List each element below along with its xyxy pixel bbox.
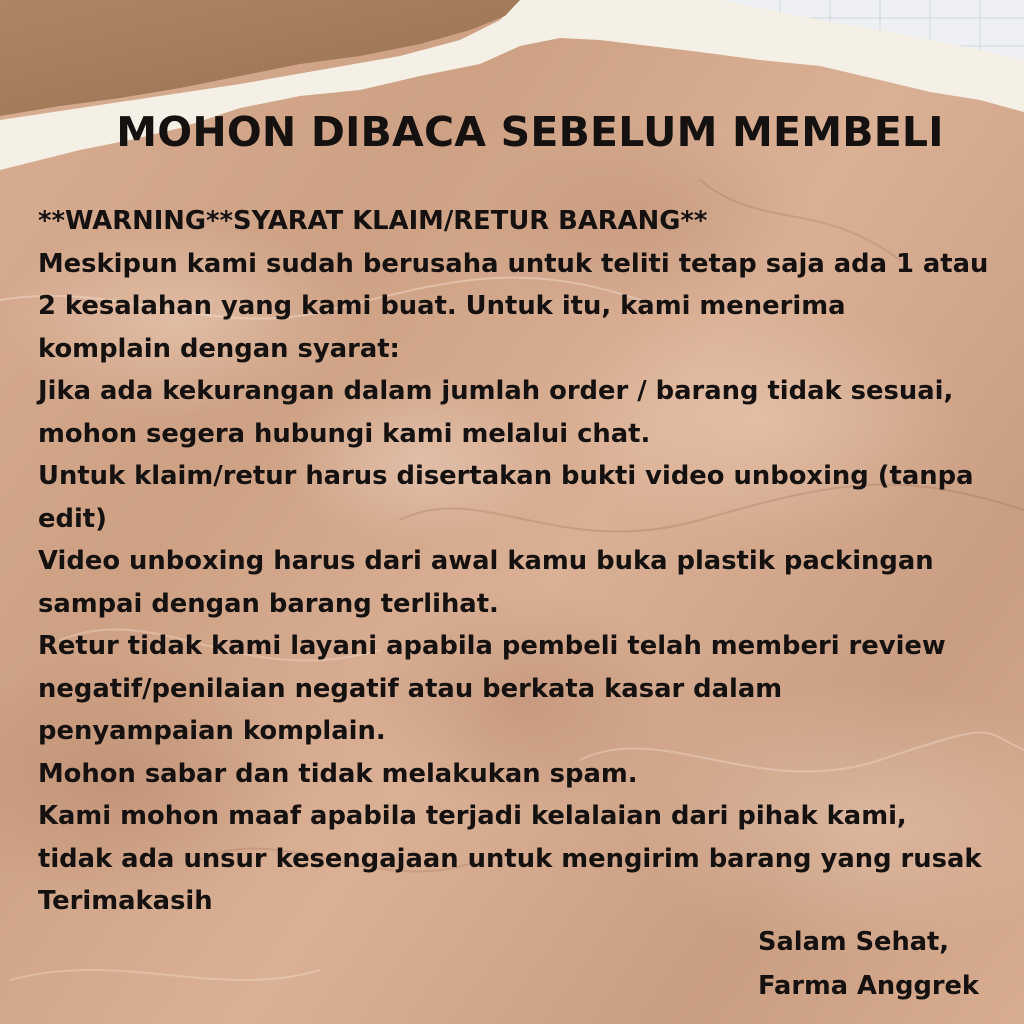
notice-line: mohon segera hubungi kami melalui chat. (38, 418, 651, 449)
notice-line: komplain dengan syarat: (38, 333, 400, 364)
signature-block (758, 920, 1018, 1008)
page-title: MOHON DIBACA SEBELUM MEMBELI (116, 108, 944, 156)
notice-line: sampai dengan barang terlihat. (38, 588, 499, 619)
notice-line: Mohon sabar dan tidak melakukan spam. (38, 758, 638, 789)
notice-line: edit) (38, 503, 107, 534)
notice-line: negatif/penilaian negatif atau berkata kasar dalam (38, 673, 783, 704)
notice-line: Jika ada kekurangan dalam jumlah order / barang tidak sesuai, (38, 376, 954, 406)
notice-line: 2 kesalahan yang kami buat. Untuk itu, kami menerima (38, 291, 846, 321)
torn-paper-edge (0, 0, 1024, 200)
signature-name: Farma Anggrek (758, 971, 979, 1001)
notice-line: penyampaian komplain. (38, 716, 386, 746)
warning-heading: **WARNING**SYARAT KLAIM/RETUR BARANG** (38, 206, 708, 236)
notice-line: Retur tidak kami layani apabila pembeli telah memberi review (38, 631, 946, 661)
notice-line: Untuk klaim/retur harus disertakan bukti video unboxing (tanpa (38, 461, 974, 491)
notice-text (38, 200, 1018, 923)
notice-line: tidak ada unsur kesengajaan untuk mengirim barang yang rusak (38, 843, 982, 874)
notice-line: Meskipun kami sudah berusaha untuk teliti tetap saja ada 1 atau (38, 248, 989, 279)
closing-thanks: Terimakasih (38, 886, 213, 916)
signature-greeting: Salam Sehat, (758, 927, 950, 957)
notice-line: Video unboxing harus dari awal kamu buka plastik packingan (38, 546, 934, 576)
notice-line: Kami mohon maaf apabila terjadi kelalaian dari pihak kami, (38, 801, 907, 831)
